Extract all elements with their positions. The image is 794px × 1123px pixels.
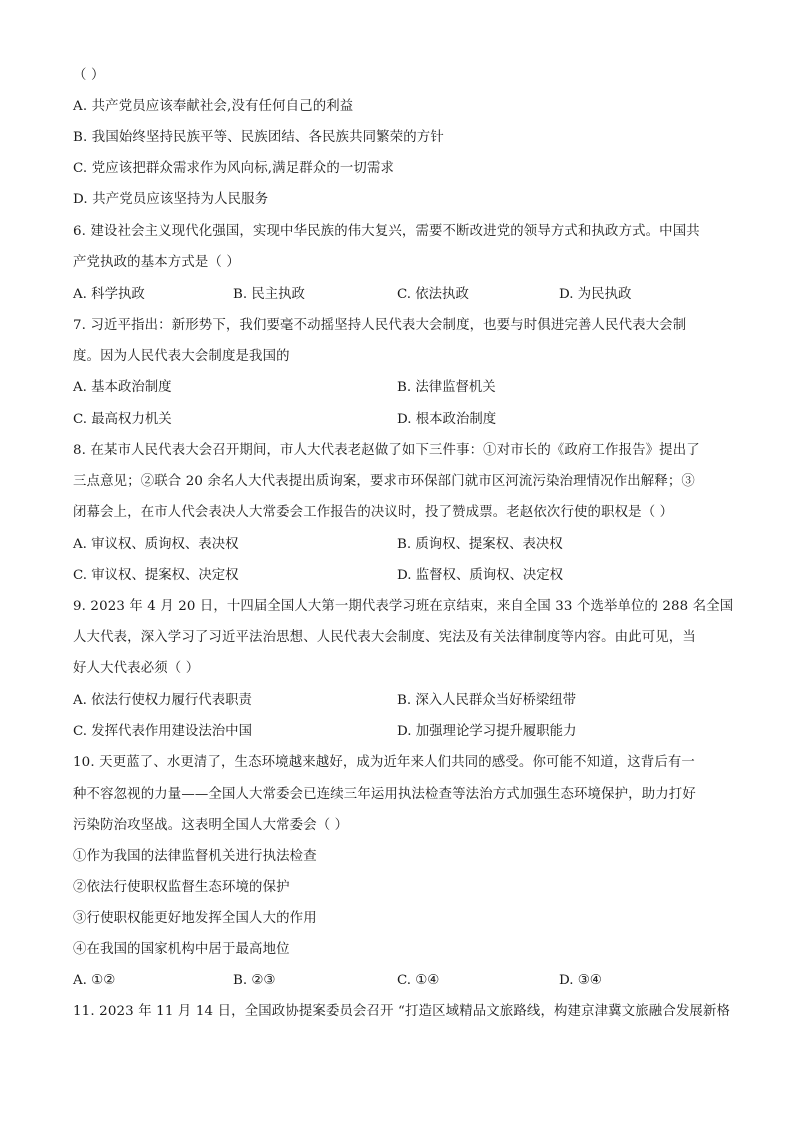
q9-stem-line-1: 9. 2023 年 4 月 20 日，十四届全国人大第一期代表学习班在京结束，来自全国 33 个选举单位的 288 名全国 bbox=[73, 599, 734, 614]
q8-option-a: A. 审议权、质询权、表决权 bbox=[73, 537, 239, 552]
q10-option-a: A. ①② bbox=[73, 973, 116, 988]
q7-stem-line-2: 度。因为人民代表大会制度是我国的 bbox=[73, 349, 290, 364]
q10-stem-line-2: 种不容忽视的力量——全国人大常委会已连续三年运用执法检查等法治方式加强生态环境保护，助力打好 bbox=[73, 787, 696, 802]
q6-stem-line-1: 6. 建设社会主义现代化强国，实现中华民族的伟大复兴，需要不断改进党的领导方式和执政方式。中国共 bbox=[73, 224, 700, 239]
q7-option-b: B. 法律监督机关 bbox=[397, 380, 496, 395]
q9-stem-line-2: 人大代表，深入学习了习近平法治思想、人民代表大会制度、宪法及有关法律制度等内容。由此可见，当 bbox=[73, 630, 696, 645]
q10-statement-2: ②依法行使职权监督生态环境的保护 bbox=[73, 880, 290, 895]
q8-option-c: C. 审议权、提案权、决定权 bbox=[73, 568, 239, 583]
q5-option-d: D. 共产党员应该坚持为人民服务 bbox=[73, 192, 269, 207]
q9-stem-line-3: 好人大代表必须（ ） bbox=[73, 661, 200, 676]
q7-option-d: D. 根本政治制度 bbox=[397, 412, 497, 427]
q9-option-b: B. 深入人民群众当好桥梁纽带 bbox=[397, 693, 577, 708]
q10-option-b: B. ②③ bbox=[233, 973, 276, 988]
q8-stem-line-3: 闭幕会上，在市人代会表决人大常委会工作报告的决议时，投了赞成票。老赵依次行使的职权是（ ） bbox=[73, 505, 674, 520]
q10-stem-line-3: 污染防治攻坚战。这表明全国人大常委会（ ） bbox=[73, 818, 349, 833]
q9-option-a: A. 依法行使权力履行代表职责 bbox=[73, 693, 252, 708]
q11-stem-line-1: 11. 2023 年 11 月 14 日，全国政协提案委员会召开 “打造区域精品文旅路线，构建京津冀文旅融合发展新格 bbox=[73, 1004, 731, 1019]
q10-option-c: C. ①④ bbox=[397, 973, 440, 988]
q6-option-b: B. 民主执政 bbox=[233, 287, 305, 302]
q10-statement-1: ①作为我国的法律监督机关进行执法检查 bbox=[73, 849, 317, 864]
q5-option-a: A. 共产党员应该奉献社会,没有任何自己的利益 bbox=[73, 99, 354, 114]
q8-stem-line-1: 8. 在某市人民代表大会召开期间，市人大代表老赵做了如下三件事：①对市长的《政府工作报告》提出了 bbox=[73, 443, 700, 458]
q10-stem-line-1: 10. 天更蓝了、水更清了，生态环境越来越好，成为近年来人们共同的感受。你可能不知道，这背后有一 bbox=[73, 755, 695, 770]
q8-option-b: B. 质询权、提案权、表决权 bbox=[397, 537, 563, 552]
q7-option-a: A. 基本政治制度 bbox=[73, 380, 172, 395]
q10-option-d: D. ③④ bbox=[559, 973, 602, 988]
q9-option-c: C. 发挥代表作用建设法治中国 bbox=[73, 724, 252, 739]
q10-statement-3: ③行使职权能更好地发挥全国人大的作用 bbox=[73, 911, 317, 926]
q6-option-d: D. 为民执政 bbox=[559, 287, 632, 302]
q6-option-c: C. 依法执政 bbox=[397, 287, 469, 302]
q6-option-a: A. 科学执政 bbox=[73, 287, 145, 302]
q7-option-c: C. 最高权力机关 bbox=[73, 412, 172, 427]
q10-statement-4: ④在我国的国家机构中居于最高地位 bbox=[73, 942, 290, 957]
q8-option-d: D. 监督权、质询权、决定权 bbox=[397, 568, 564, 583]
q5-option-c: C. 党应该把群众需求作为风向标,满足群众的一切需求 bbox=[73, 161, 395, 176]
q5-answer-bracket: （ ） bbox=[73, 68, 105, 83]
q9-option-d: D. 加强理论学习提升履职能力 bbox=[397, 724, 577, 739]
q8-stem-line-2: 三点意见；②联合 20 余名人大代表提出质询案，要求市环保部门就市区河流污染治理情况作出解释；③ bbox=[73, 474, 695, 489]
q6-stem-line-2: 产党执政的基本方式是（ ） bbox=[73, 255, 240, 270]
q7-stem-line-1: 7. 习近平指出：新形势下，我们要毫不动摇坚持人民代表大会制度，也要与时俱进完善人民代表大会制 bbox=[73, 318, 687, 333]
q5-option-b: B. 我国始终坚持民族平等、民族团结、各民族共同繁荣的方针 bbox=[73, 130, 444, 145]
